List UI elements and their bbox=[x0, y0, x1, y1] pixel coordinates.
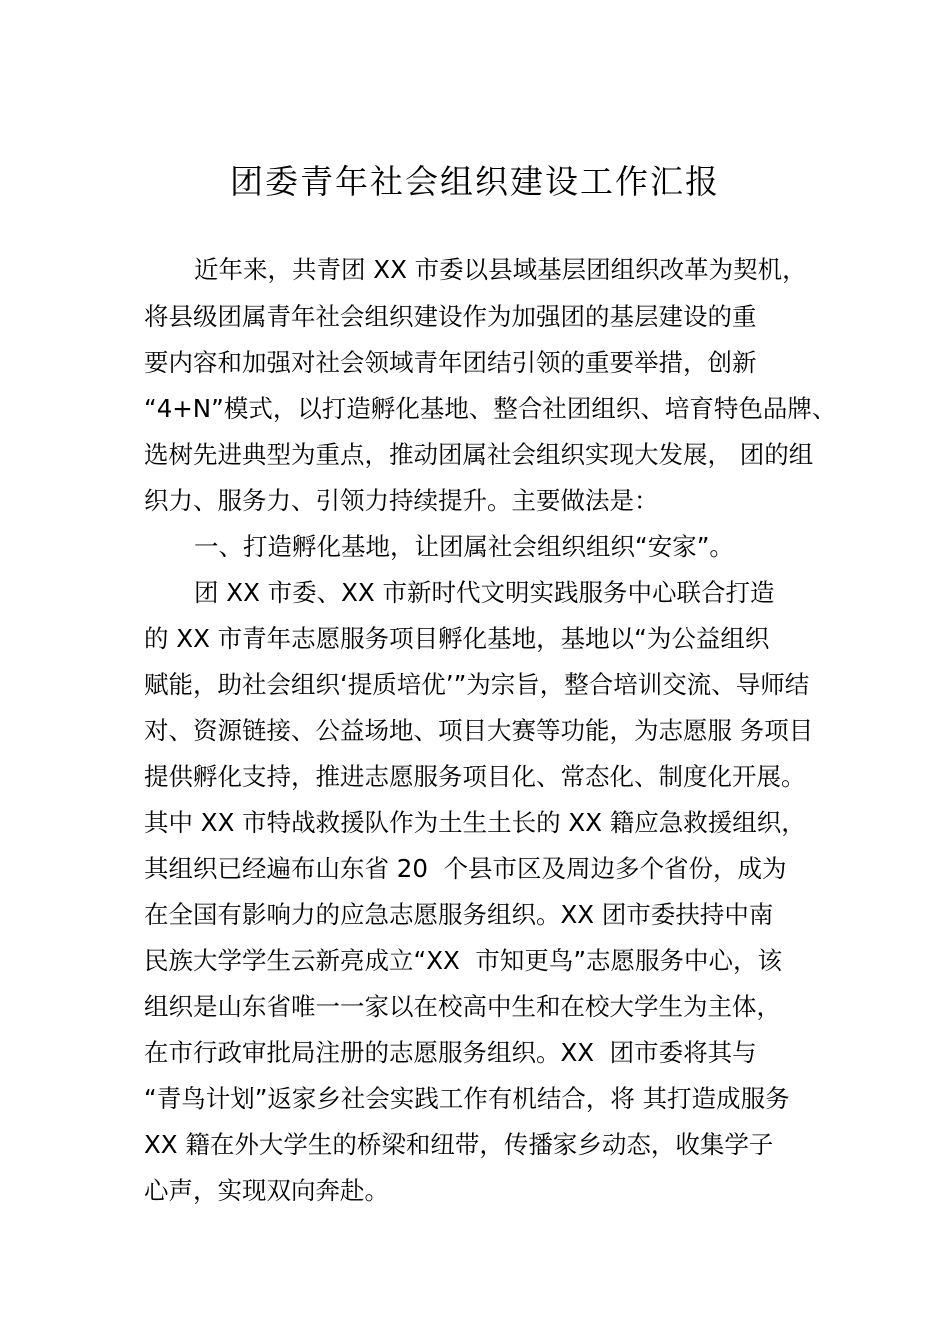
paragraph-line: 对、资源链接、公益场地、项目大赛等功能，为志愿服 务项目 bbox=[144, 716, 814, 745]
paragraph-line: 赋能，助社会组织‘提质培优’”为宗旨，整合培训交流、导师结 bbox=[144, 670, 810, 699]
paragraph-line: 选树先进典型为重点，推动团属社会组织实现大发展， 团的组 bbox=[144, 440, 814, 469]
paragraph-line: 其中 XX 市特战救援队作为土生土长的 XX 籍应急救援组织， bbox=[144, 808, 806, 837]
paragraph-line: 提供孵化支持，推进志愿服务项目化、常态化、制度化开展。 bbox=[144, 762, 806, 791]
paragraph-line: 其组织已经遍布山东省 20 个县市区及周边多个省份，成为 bbox=[144, 854, 787, 883]
paragraph-line: 的 XX 市青年志愿服务项目孵化基地，基地以“为公益组织 bbox=[144, 624, 770, 653]
paragraph-line: 近年来，共青团 XX 市委以县域基层团组织改革为契机， bbox=[194, 255, 807, 284]
paragraph-line: 民族大学学生云新亮成立“XX 市知更鸟”志愿服务中心，该 bbox=[144, 946, 783, 975]
paragraph-line: 将县级团属青年社会组织建设作为加强团的基层建设的重 bbox=[144, 302, 757, 331]
section-heading: 一、打造孵化基地，让团属社会组织组织“安家”。 bbox=[194, 532, 734, 561]
paragraph-line: 在全国有影响力的应急志愿服务组织。XX 团市委扶持中南 bbox=[144, 900, 774, 929]
paragraph-line: “青鸟计划”返家乡社会实践工作有机结合，将 其打造成服务 bbox=[144, 1084, 790, 1113]
paragraph-line: 团 XX 市委、XX 市新时代文明实践服务中心联合打造 bbox=[194, 578, 775, 607]
paragraph-line: XX 籍在外大学生的桥梁和纽带，传播家乡动态，收集学子 bbox=[144, 1130, 774, 1159]
paragraph-line: 组织是山东省唯一一家以在校高中生和在校大学生为主体， bbox=[144, 992, 781, 1021]
paragraph-line: “4+N”模式，以打造孵化基地、整合社团组织、培育特色品牌、 bbox=[144, 394, 837, 423]
paragraph-line: 要内容和加强对社会领域青年团结引领的重要举措，创新 bbox=[144, 348, 757, 377]
paragraph-line: 心声，实现双向奔赴。 bbox=[144, 1176, 389, 1205]
paragraph-line: 织力、服务力、引领力持续提升。主要做法是： bbox=[144, 486, 659, 515]
paragraph-line: 在市行政审批局注册的志愿服务组织。XX 团市委将其与 bbox=[144, 1038, 757, 1067]
document-title: 团委青年社会组织建设工作汇报 bbox=[230, 162, 720, 201]
